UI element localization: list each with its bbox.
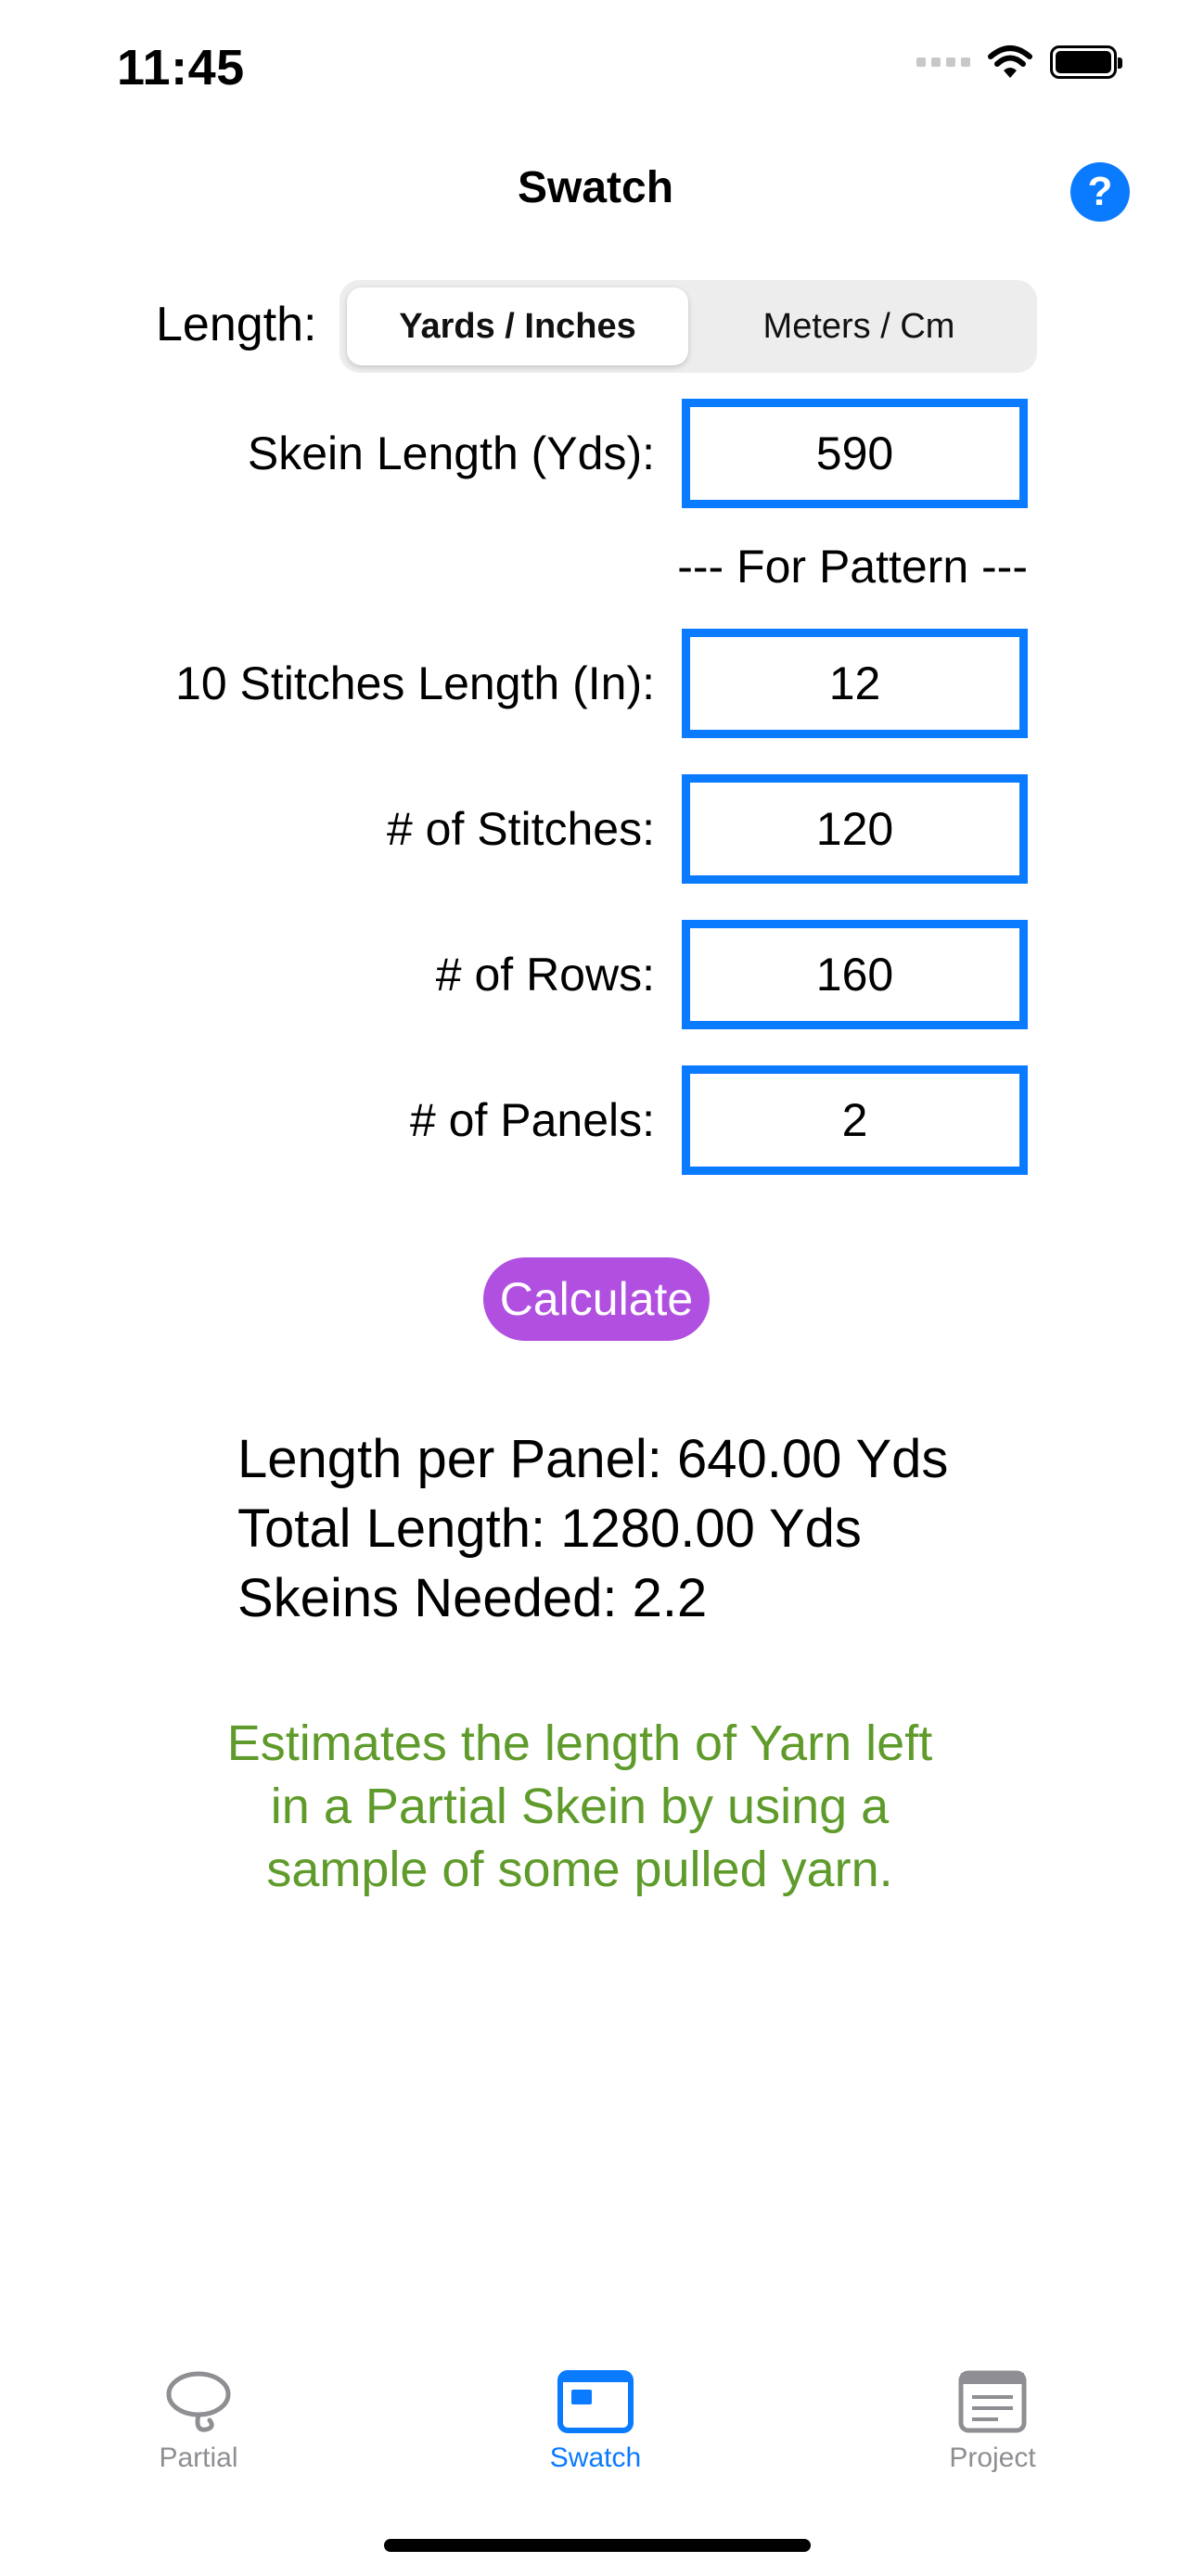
tab-label: Project <box>949 2442 1036 2473</box>
status-icons <box>916 45 1117 80</box>
cellular-signal-icon <box>916 57 970 67</box>
total-length-result: Total Length: 1280.00 Yds <box>237 1498 862 1559</box>
home-indicator[interactable] <box>384 2539 811 2552</box>
tab-swatch[interactable] <box>484 2365 707 2474</box>
description-note <box>0 1712 1159 1901</box>
num-panels-field[interactable]: 2 <box>682 1065 1028 1175</box>
pattern-section-heading: --- For Pattern --- <box>677 541 1028 593</box>
num-rows-field[interactable]: 160 <box>682 920 1028 1029</box>
skein-length-label: Skein Length (Yds): <box>247 427 655 479</box>
units-segmented-control[interactable] <box>339 280 1037 373</box>
note-line: sample of some pulled yarn. <box>266 1842 893 1897</box>
swatch-window-icon <box>484 2365 707 2439</box>
tab-label: Swatch <box>549 2442 642 2473</box>
num-stitches-label: # of Stitches: <box>386 803 655 855</box>
note-line: Estimates the length of Yarn left <box>226 1715 933 1771</box>
tab-partial[interactable] <box>87 2365 310 2474</box>
tab-project[interactable] <box>881 2365 1104 2474</box>
stitches-length-label: 10 Stitches Length (In): <box>175 657 655 709</box>
num-rows-label: # of Rows: <box>435 949 655 1001</box>
segment-meters-cm[interactable]: Meters / Cm <box>762 306 955 346</box>
yarn-loop-icon <box>87 2365 310 2439</box>
length-units-label: Length: <box>156 298 317 351</box>
page-title: Swatch <box>517 163 674 212</box>
skein-length-field[interactable]: 590 <box>682 399 1028 508</box>
wifi-icon <box>987 45 1033 80</box>
tab-label: Partial <box>159 2442 238 2473</box>
segment-yards-inches[interactable]: Yards / Inches <box>347 287 688 365</box>
length-per-panel-result: Length per Panel: 640.00 Yds <box>237 1429 949 1489</box>
skeins-needed-result: Skeins Needed: 2.2 <box>237 1568 708 1628</box>
num-panels-label: # of Panels: <box>409 1094 655 1146</box>
battery-icon <box>1050 45 1117 79</box>
document-icon <box>881 2365 1104 2439</box>
num-stitches-field[interactable]: 120 <box>682 774 1028 884</box>
help-button[interactable]: ? <box>1070 162 1130 222</box>
status-time: 11:45 <box>117 40 245 96</box>
stitches-length-field[interactable]: 12 <box>682 629 1028 738</box>
note-line: in a Partial Skein by using a <box>270 1779 890 1834</box>
results-block <box>237 1424 948 1633</box>
calculate-button[interactable]: Calculate <box>483 1257 710 1341</box>
